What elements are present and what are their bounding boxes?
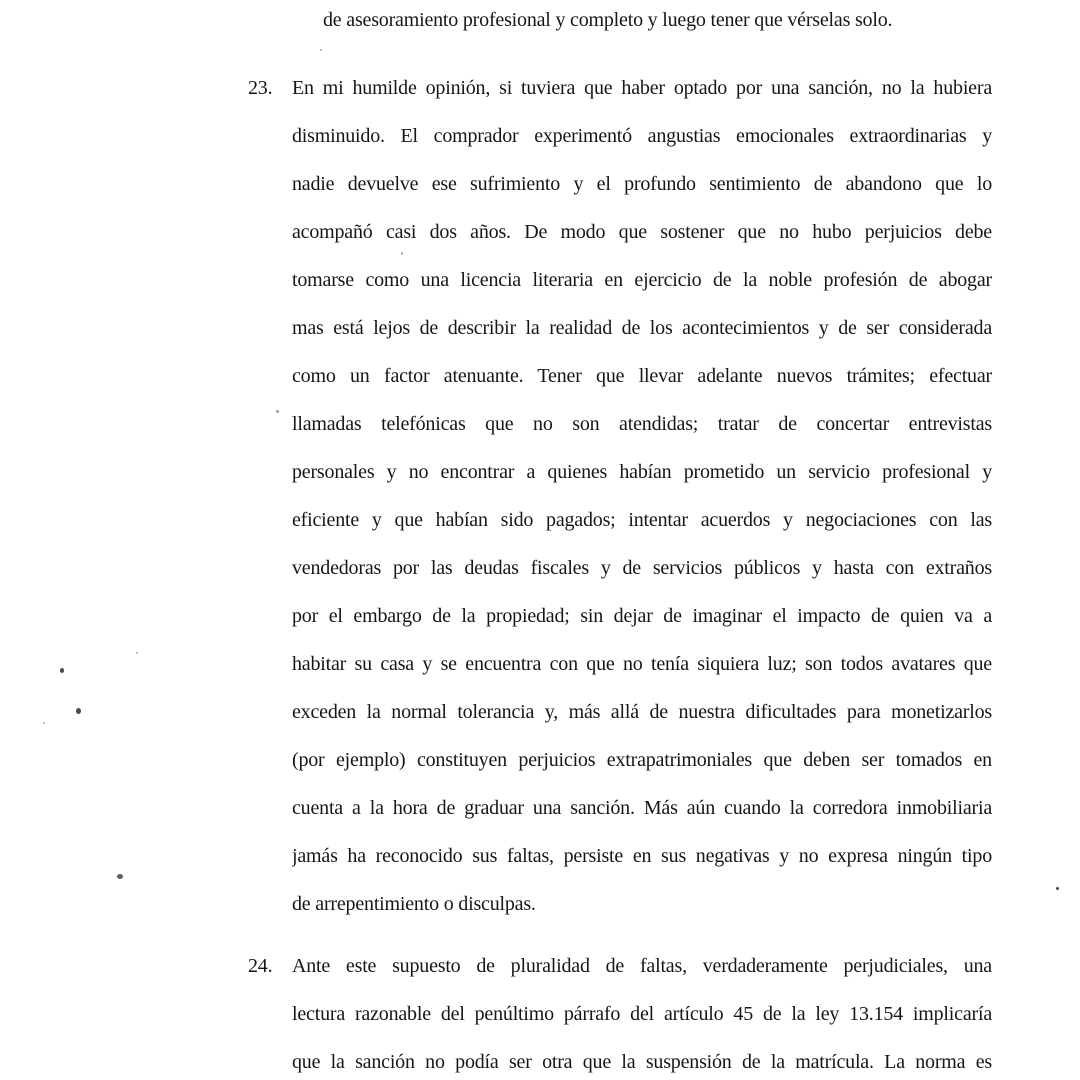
text-line: mas está lejos de describir la realidad de los acontecimientos y de ser considerada <box>292 317 992 339</box>
paragraph-23 <box>248 64 992 928</box>
paragraph-continuation <box>292 0 992 44</box>
text-line: de asesoramiento profesional y completo y luego tener que vérselas solo. <box>323 9 893 31</box>
text-line: En mi humilde opinión, si tuviera que haber optado por una sanción, no la hubiera <box>292 77 992 99</box>
scan-speck <box>320 49 322 51</box>
text-line: (por ejemplo) constituyen perjuicios extrapatrimoniales que deben ser tomados en <box>292 749 992 771</box>
text-line: vendedoras por las deudas fiscales y de servicios públicos y hasta con extraños <box>292 557 992 579</box>
scan-speck <box>401 252 403 255</box>
text-line: tomarse como una licencia literaria en ejercicio de la noble profesión de abogar <box>292 269 992 291</box>
text-line: por el embargo de la propiedad; sin dejar de imaginar el impacto de quien va a <box>292 605 992 627</box>
paragraph-24 <box>248 942 992 1080</box>
text-line: exceden la normal tolerancia y, más allá de nuestra dificultades para monetizarlos <box>292 701 992 723</box>
text-line: eficiente y que habían sido pagados; intentar acuerdos y negociaciones con las <box>292 509 992 531</box>
text-line: de arrepentimiento o disculpas. <box>292 893 536 915</box>
text-line: como un factor atenuante. Tener que llevar adelante nuevos trámites; efectuar <box>292 365 992 387</box>
text-line: lectura razonable del penúltimo párrafo del artículo 45 de la ley 13.154 implicaría <box>292 1003 992 1025</box>
text-line: habitar su casa y se encuentra con que no tenía siquiera luz; son todos avatares que <box>292 653 992 675</box>
text-line: disminuido. El comprador experimentó angustias emocionales extraordinarias y <box>292 125 992 147</box>
scan-speck <box>136 652 138 654</box>
text-line: personales y no encontrar a quienes habían prometido un servicio profesional y <box>292 461 992 483</box>
text-line: cuenta a la hora de graduar una sanción. Más aún cuando la corredora inmobiliaria <box>292 797 992 819</box>
text-line: Ante este supuesto de pluralidad de faltas, verdaderamente perjudiciales, una <box>292 955 992 977</box>
paragraph-23-number: 23. <box>248 77 273 99</box>
scan-speck <box>117 874 123 879</box>
scan-speck <box>76 708 81 714</box>
paragraph-24-number: 24. <box>248 955 273 977</box>
text-line: jamás ha reconocido sus faltas, persiste en sus negativas y no expresa ningún tipo <box>292 845 992 867</box>
text-line: nadie devuelve ese sufrimiento y el profundo sentimiento de abandono que lo <box>292 173 992 195</box>
paragraph-24-lines <box>292 942 992 1080</box>
text-line: acompañó casi dos años. De modo que sostener que no hubo perjuicios debe <box>292 221 992 243</box>
scan-speck <box>60 668 64 673</box>
paragraph-23-lines <box>292 64 992 928</box>
scan-speck <box>43 722 45 724</box>
text-line: llamadas telefónicas que no son atendidas; tratar de concertar entrevistas <box>292 413 992 435</box>
text-line: que la sanción no podía ser otra que la suspensión de la matrícula. La norma es <box>292 1051 992 1073</box>
scan-speck <box>276 410 279 413</box>
scan-speck <box>1056 887 1059 890</box>
